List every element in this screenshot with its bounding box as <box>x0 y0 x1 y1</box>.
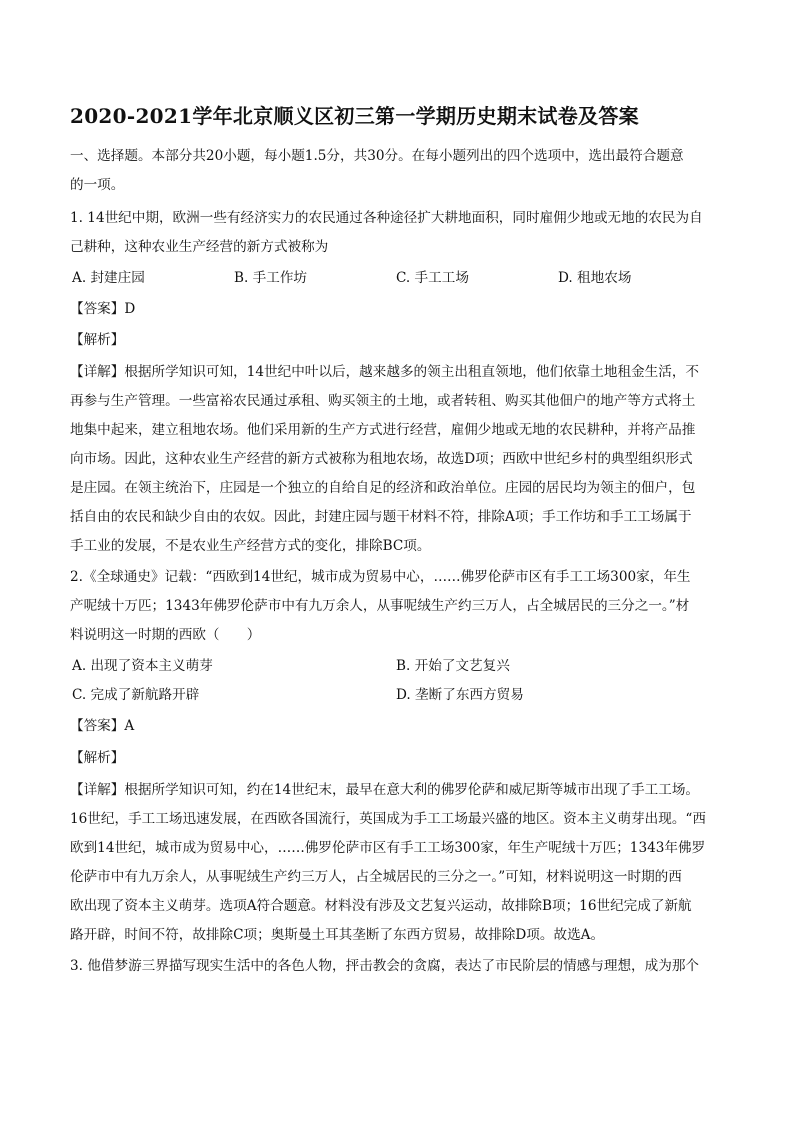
q1-option-a: A. 封建庄园 <box>72 270 145 286</box>
q2-stem-line-2: 产呢绒十万匹；1343年佛罗伦萨市中有九万余人，从事呢绒生产约三万人，占全城居民的三分之一。”材 <box>70 598 690 614</box>
q2-option-c: C. 完成了新航路开辟 <box>72 687 200 703</box>
q2-analysis-label: 【解析】 <box>70 750 125 766</box>
q1-detail-line-6: 括自由的农民和缺少自由的农奴。因此，封建庄园与题干材料不符，排除A项；手工作坊和手工工场属于 <box>70 509 692 525</box>
q1-answer: 【答案】D <box>70 301 136 317</box>
q2-answer: 【答案】A <box>70 718 135 734</box>
q2-option-a: A. 出现了资本主义萌芽 <box>72 658 213 674</box>
q2-detail-line-6: 路开辟，时间不符，故排除C项；奥斯曼土耳其垄断了东西方贸易，故排除D项。故选A。 <box>70 927 605 943</box>
q2-detail-line-3: 欧到14世纪，城市成为贸易中心，……佛罗伦萨市区有手工工场300家，年生产呢绒十万匹；1343年佛罗 <box>70 840 706 856</box>
q2-option-b: B. 开始了文艺复兴 <box>396 658 510 674</box>
section-instruction-line-1: 一、选择题。本部分共20小题，每小题1.5分，共30分。在每小题列出的四个选项中，选出最符合题意 <box>70 148 684 164</box>
q1-stem-line-2: 己耕种，这种农业生产经营的新方式被称为 <box>70 239 329 255</box>
q2-option-d: D. 垄断了东西方贸易 <box>396 687 524 703</box>
q1-option-d: D. 租地农场 <box>558 270 632 286</box>
q1-detail-line-5: 是庄园。在领主统治下，庄园是一个独立的自给自足的经济和政治单位。庄园的居民均为领主的佃户，包 <box>70 480 696 496</box>
q1-detail-line-7: 手工业的发展，不是农业生产经营方式的变化，排除BC项。 <box>70 538 431 554</box>
q1-option-b: B. 手工作坊 <box>234 270 308 286</box>
q2-detail-line-1: 【详解】根据所学知识可知，约在14世纪末，最早在意大利的佛罗伦萨和威尼斯等城市出现了手工工场。 <box>70 782 700 798</box>
q3-stem-line-1: 3. 他借梦游三界描写现实生活中的各色人物，抨击教会的贪腐，表达了市民阶层的情感与理想，成为那个 <box>70 958 700 974</box>
q2-detail-line-5: 欧出现了资本主义萌芽。选项A符合题意。材料没有涉及文艺复兴运动，故排除B项；16世纪完成了新航 <box>70 898 692 914</box>
q1-detail-line-4: 向市场。因此，这种农业生产经营的新方式被称为租地农场，故选D项；西欧中世纪乡村的典型组织形式 <box>70 451 693 467</box>
q2-stem-line-1: 2.《全球通史》记载：“西欧到14世纪，城市成为贸易中心，……佛罗伦萨市区有手工工场300家，年生 <box>70 569 691 585</box>
q2-detail-line-2: 16世纪，手工工场迅速发展，在西欧各国流行，英国成为手工工场最兴盛的地区。资本主义萌芽出现。“西 <box>70 811 706 827</box>
q1-detail-line-1: 【详解】根据所学知识可知，14世纪中叶以后，越来越多的领主出租直领地，他们依靠土地租金生活，不 <box>70 364 700 380</box>
q1-detail-line-2: 再参与生产管理。一些富裕农民通过承租、购买领主的土地，或者转租、购买其他佃户的地产等方式将土 <box>70 393 696 409</box>
q1-option-c: C. 手工工场 <box>396 270 469 286</box>
q2-detail-line-4: 伦萨市中有九万余人，从事呢绒生产约三万人，占全城居民的三分之一。”可知，材料说明这一时期的西 <box>70 869 682 885</box>
q2-stem-line-3: 料说明这一时期的西欧（ ） <box>70 627 261 643</box>
q1-analysis-label: 【解析】 <box>70 332 125 348</box>
q1-detail-line-3: 地集中起来，建立租地农场。他们采用新的生产方式进行经营，雇佣少地或无地的农民耕种，并将产品推 <box>70 422 696 438</box>
q1-stem-line-1: 1. 14世纪中期，欧洲一些有经济实力的农民通过各种途径扩大耕地面积，同时雇佣少地或无地的农民为自 <box>70 210 703 226</box>
page-title: 2020-2021学年北京顺义区初三第一学期历史期末试卷及答案 <box>70 104 639 128</box>
section-instruction-line-2: 的一项。 <box>70 177 125 193</box>
